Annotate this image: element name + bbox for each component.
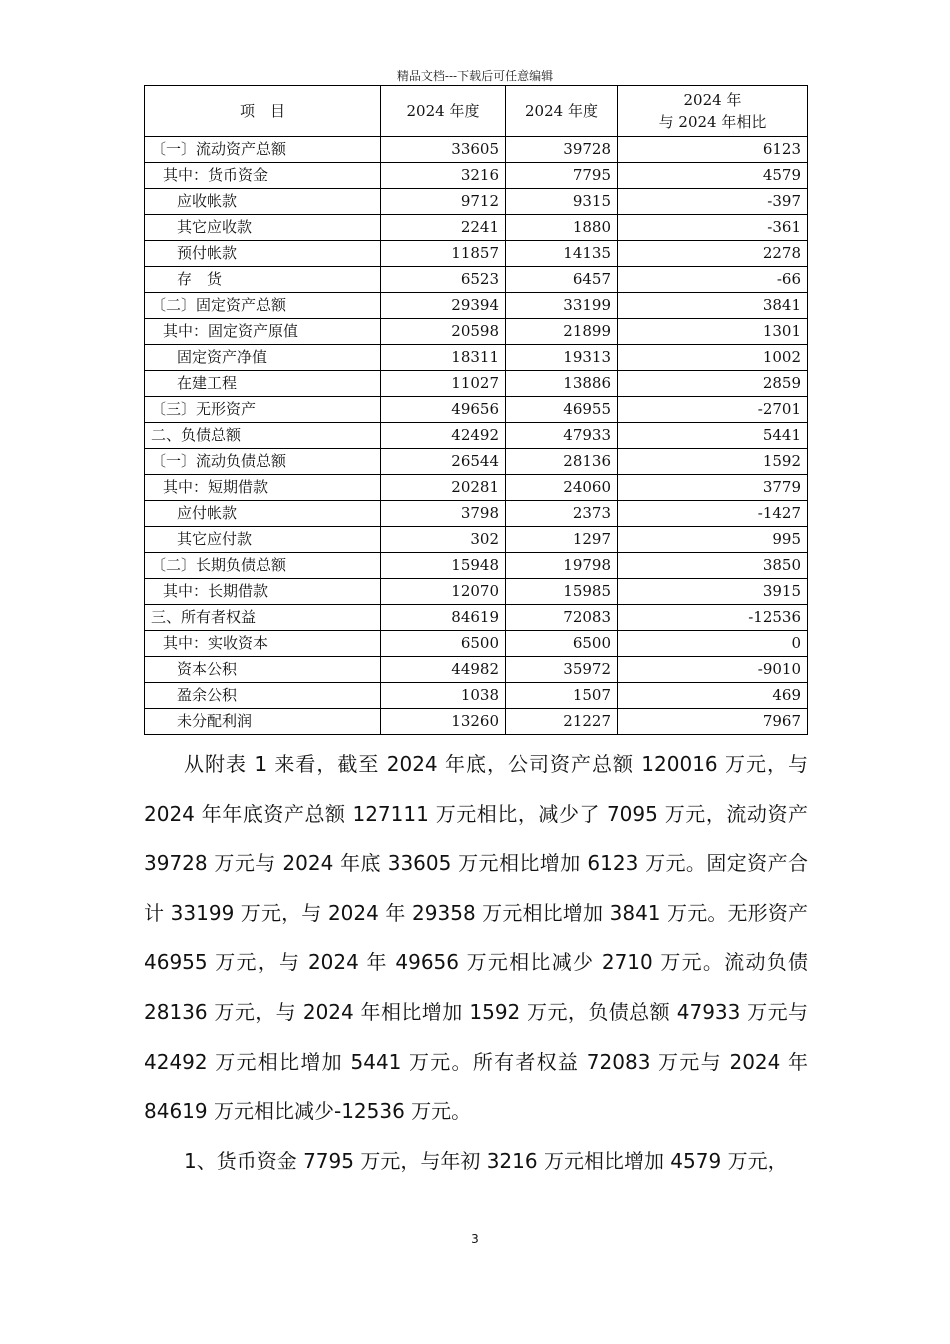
table-row: [145, 553, 808, 579]
cell-change: 995: [618, 527, 808, 553]
table-row: [145, 709, 808, 735]
table-row: [145, 371, 808, 397]
cell-item: 未分配利润: [145, 709, 381, 735]
cell-year-b: 2373: [506, 501, 618, 527]
cell-change: 3850: [618, 553, 808, 579]
cell-change: 3841: [618, 293, 808, 319]
cell-change: 2278: [618, 241, 808, 267]
table-row: [145, 501, 808, 527]
cell-year-b: 6457: [506, 267, 618, 293]
table-row: [145, 137, 808, 163]
cell-year-b: 72083: [506, 605, 618, 631]
cell-year-b: 1297: [506, 527, 618, 553]
cell-year-b: 13886: [506, 371, 618, 397]
cell-item: 应收帐款: [145, 189, 381, 215]
table-row: [145, 475, 808, 501]
cell-item: 预付帐款: [145, 241, 381, 267]
cell-year-a: 33605: [381, 137, 506, 163]
cell-change: 5441: [618, 423, 808, 449]
analysis-paragraph: 从附表 1 来看，截至 2024 年底，公司资产总额 120016 万元，与 2024 年年底资产总额 127111 万元相比，减少了 7095 万元，流动资产 39728 万元与 2024 年底 33605 万元相比增加 6123 万元。固定资产合计 33199 万元，与 2024 年 29358 万元相比增加 3841 万元。无形资产 46955 万元，与 2024 年 49656 万元相比减少 2710 万元。流动负债 28136 万元，与 2024 年相比增加 1592 万元，负债总额 47933 万元与 42492 万元相比增加 5441 万元。所有者权益 72083 万元与 2024 年 84619 万元相比减少-12536 万元。: [144, 752, 808, 1124]
cell-year-a: 302: [381, 527, 506, 553]
cell-year-b: 19313: [506, 345, 618, 371]
cell-change: 1301: [618, 319, 808, 345]
cell-year-a: 3798: [381, 501, 506, 527]
cell-year-b: 24060: [506, 475, 618, 501]
cell-change: 3915: [618, 579, 808, 605]
cell-year-b: 39728: [506, 137, 618, 163]
cell-year-a: 2241: [381, 215, 506, 241]
cell-year-a: 20281: [381, 475, 506, 501]
cell-item: 其中：短期借款: [145, 475, 381, 501]
cell-year-a: 12070: [381, 579, 506, 605]
cell-change: 7967: [618, 709, 808, 735]
cell-change: 1002: [618, 345, 808, 371]
table-row: [145, 397, 808, 423]
column-header-comparison-line1: 2024 年: [683, 91, 742, 109]
cell-change: 6123: [618, 137, 808, 163]
column-header-item: 项 目: [145, 86, 381, 137]
cell-item: 其中：固定资产原值: [145, 319, 381, 345]
cell-item: 固定资产净值: [145, 345, 381, 371]
cell-item: 〔三〕无形资产: [145, 397, 381, 423]
table-row: [145, 657, 808, 683]
cell-year-b: 9315: [506, 189, 618, 215]
cell-change: -9010: [618, 657, 808, 683]
cell-year-b: 21227: [506, 709, 618, 735]
cell-year-b: 15985: [506, 579, 618, 605]
table-row: [145, 267, 808, 293]
cell-change: 0: [618, 631, 808, 657]
cell-year-a: 29394: [381, 293, 506, 319]
cell-item: 其中：长期借款: [145, 579, 381, 605]
cell-year-a: 11857: [381, 241, 506, 267]
cell-year-b: 46955: [506, 397, 618, 423]
cell-item: 盈余公积: [145, 683, 381, 709]
column-header-comparison-line2: 与 2024 年相比: [658, 113, 767, 131]
cell-year-a: 84619: [381, 605, 506, 631]
cell-year-b: 28136: [506, 449, 618, 475]
body-text: [144, 740, 808, 1186]
cell-change: 4579: [618, 163, 808, 189]
cell-change: -12536: [618, 605, 808, 631]
cell-change: -361: [618, 215, 808, 241]
cell-change: 3779: [618, 475, 808, 501]
cell-year-a: 6500: [381, 631, 506, 657]
cell-item: 〔一〕流动资产总额: [145, 137, 381, 163]
cell-year-b: 47933: [506, 423, 618, 449]
column-header-year-b: 2024 年度: [506, 86, 618, 137]
cell-item: 在建工程: [145, 371, 381, 397]
table-row: [145, 345, 808, 371]
cell-item: 存 货: [145, 267, 381, 293]
cell-change: 1592: [618, 449, 808, 475]
cell-item: 其中：货币资金: [145, 163, 381, 189]
table-row: [145, 293, 808, 319]
cell-change: 469: [618, 683, 808, 709]
table-row: [145, 449, 808, 475]
cell-item: 二、负债总额: [145, 423, 381, 449]
cell-item: 三、所有者权益: [145, 605, 381, 631]
table-row: [145, 215, 808, 241]
cell-item: 其它应收款: [145, 215, 381, 241]
cell-item: 〔二〕长期负债总额: [145, 553, 381, 579]
cell-item: 应付帐款: [145, 501, 381, 527]
table-row: [145, 527, 808, 553]
cell-change: 2859: [618, 371, 808, 397]
cell-change: -1427: [618, 501, 808, 527]
table-body: [145, 137, 808, 735]
cell-year-b: 1880: [506, 215, 618, 241]
table-row: [145, 631, 808, 657]
cell-year-b: 14135: [506, 241, 618, 267]
cell-year-b: 21899: [506, 319, 618, 345]
cell-year-b: 1507: [506, 683, 618, 709]
page-header-watermark: 精品文档---下载后可任意编辑: [396, 69, 554, 83]
cell-year-b: 7795: [506, 163, 618, 189]
table-row: [145, 241, 808, 267]
cell-year-a: 3216: [381, 163, 506, 189]
cell-year-a: 49656: [381, 397, 506, 423]
column-header-comparison: [618, 86, 808, 137]
cell-year-b: 6500: [506, 631, 618, 657]
table-row: [145, 579, 808, 605]
cell-item: 其它应付款: [145, 527, 381, 553]
table-row: [145, 423, 808, 449]
cell-item: 其中：实收资本: [145, 631, 381, 657]
cell-year-a: 1038: [381, 683, 506, 709]
cell-year-b: 19798: [506, 553, 618, 579]
cell-item: 〔二〕固定资产总额: [145, 293, 381, 319]
cell-year-a: 42492: [381, 423, 506, 449]
cell-year-a: 6523: [381, 267, 506, 293]
cell-year-a: 11027: [381, 371, 506, 397]
cell-year-b: 33199: [506, 293, 618, 319]
cell-change: -66: [618, 267, 808, 293]
page-number: 3: [471, 1232, 479, 1246]
cell-item: 资本公积: [145, 657, 381, 683]
table-row: [145, 319, 808, 345]
cell-year-a: 9712: [381, 189, 506, 215]
cell-year-a: 18311: [381, 345, 506, 371]
cell-year-b: 35972: [506, 657, 618, 683]
column-header-year-a: 2024 年度: [381, 86, 506, 137]
cell-year-a: 26544: [381, 449, 506, 475]
item-paragraph: 1、货币资金 7795 万元，与年初 3216 万元相比增加 4579 万元，: [184, 1148, 788, 1173]
table-row: [145, 163, 808, 189]
table-row: [145, 605, 808, 631]
cell-change: -397: [618, 189, 808, 215]
balance-sheet-table: [144, 85, 808, 735]
cell-year-a: 20598: [381, 319, 506, 345]
table-row: [145, 683, 808, 709]
cell-year-a: 15948: [381, 553, 506, 579]
cell-year-a: 13260: [381, 709, 506, 735]
cell-change: -2701: [618, 397, 808, 423]
table-header-row: [145, 86, 808, 137]
table-row: [145, 189, 808, 215]
cell-year-a: 44982: [381, 657, 506, 683]
cell-item: 〔一〕流动负债总额: [145, 449, 381, 475]
